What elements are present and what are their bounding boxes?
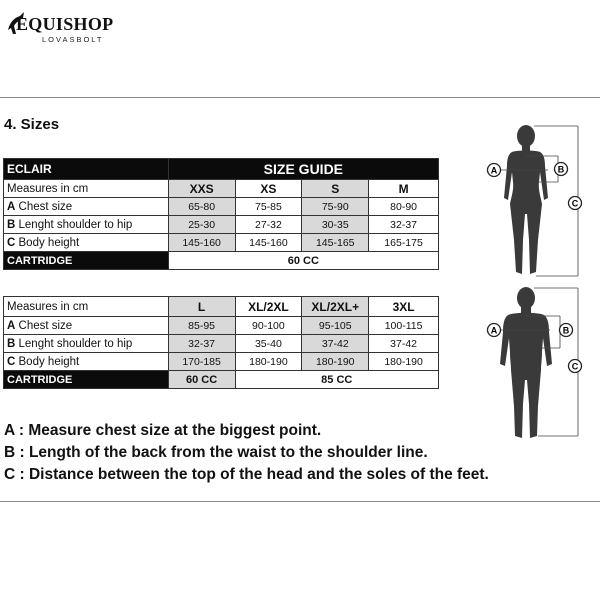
svg-text:A: A (490, 165, 498, 176)
size-header: XL/2XL+ (302, 297, 369, 317)
table1-title-row (4, 159, 439, 180)
marker-c (569, 197, 582, 210)
measures-label: Measures in cm (4, 297, 169, 317)
size-header: 3XL (369, 297, 439, 317)
table-cell: 145-160 (168, 234, 235, 252)
brand-name: EQUISHOP (16, 14, 114, 34)
row-letter: C (7, 236, 16, 249)
row-label (4, 216, 169, 234)
table-cell: 180-190 (235, 353, 302, 371)
table-cell: 165-175 (369, 234, 439, 252)
table1-header-row (4, 180, 439, 198)
table-cell: 80-90 (369, 198, 439, 216)
table-cell: 75-90 (302, 198, 369, 216)
row-label-text: Chest size (18, 319, 73, 332)
size-table-2 (3, 296, 439, 389)
row-letter: C (7, 355, 16, 368)
product-name: ECLAIR (4, 159, 169, 180)
table-row (4, 353, 439, 371)
table-cell: 90-100 (235, 317, 302, 335)
size-header: S (302, 180, 369, 198)
table-cell: 37-42 (369, 335, 439, 353)
section-title: 4. Sizes (4, 116, 60, 133)
row-label (4, 234, 169, 252)
table-row (4, 216, 439, 234)
table-cell: 32-37 (168, 335, 235, 353)
note-back: B : Length of the back from the waist to the shoulder line. (4, 444, 428, 461)
top-divider (0, 97, 600, 98)
table-cell: 65-80 (168, 198, 235, 216)
cartridge-label: CARTRIDGE (4, 252, 169, 270)
female-body-figure (478, 120, 593, 280)
size-header: M (369, 180, 439, 198)
size-header: XL/2XL (235, 297, 302, 317)
row-label-text: Body height (18, 355, 80, 368)
size-header: L (168, 297, 235, 317)
table-row (4, 234, 439, 252)
measurement-notes (4, 420, 489, 486)
table-cell: 37-42 (302, 335, 369, 353)
table-cell: 145-160 (235, 234, 302, 252)
table-row (4, 198, 439, 216)
size-table-1 (3, 158, 439, 270)
table-cell: 100-115 (369, 317, 439, 335)
table-cell: 27-32 (235, 216, 302, 234)
measures-label: Measures in cm (4, 180, 169, 198)
table2-header-row (4, 297, 439, 317)
cartridge-row (4, 252, 439, 270)
marker-b (560, 324, 573, 337)
svg-text:A: A (490, 325, 498, 336)
row-label (4, 198, 169, 216)
cartridge-value: 60 CC (168, 371, 235, 389)
note-chest: A : Measure chest size at the biggest point. (4, 422, 322, 439)
table-cell: 95-105 (302, 317, 369, 335)
cartridge-row (4, 371, 439, 389)
male-silhouette (500, 287, 552, 438)
table-cell: 75-85 (235, 198, 302, 216)
table-cell: 30-35 (302, 216, 369, 234)
table-cell: 25-30 (168, 216, 235, 234)
table-row (4, 335, 439, 353)
row-letter: A (7, 319, 16, 332)
equishop-logo (6, 10, 136, 44)
female-silhouette (504, 125, 548, 274)
note-height: C : Distance between the top of the head and the soles of the feet. (4, 466, 489, 483)
table-cell: 32-37 (369, 216, 439, 234)
row-label (4, 353, 169, 371)
marker-a (488, 324, 501, 337)
table-cell: 170-185 (168, 353, 235, 371)
svg-text:C: C (571, 361, 579, 372)
cartridge-value: 85 CC (235, 371, 439, 389)
bottom-divider (0, 501, 600, 502)
row-label-text: Lenght shoulder to hip (18, 218, 133, 231)
svg-text:B: B (557, 164, 565, 175)
size-guide-title: SIZE GUIDE (168, 159, 438, 180)
row-label (4, 317, 169, 335)
table-cell: 180-190 (369, 353, 439, 371)
row-letter: B (7, 337, 16, 350)
marker-a (488, 164, 501, 177)
brand-subtitle: LOVASBOLT (42, 35, 104, 44)
table-cell: 180-190 (302, 353, 369, 371)
row-label-text: Body height (18, 236, 80, 249)
table-cell: 35-40 (235, 335, 302, 353)
row-label-text: Lenght shoulder to hip (18, 337, 133, 350)
male-body-figure (478, 284, 593, 444)
table-row (4, 317, 439, 335)
size-header: XXS (168, 180, 235, 198)
svg-text:B: B (562, 325, 570, 336)
row-letter: A (7, 200, 16, 213)
cartridge-label: CARTRIDGE (4, 371, 169, 389)
table-cell: 145-165 (302, 234, 369, 252)
row-label (4, 335, 169, 353)
marker-c (569, 360, 582, 373)
marker-b (555, 163, 568, 176)
table-cell: 85-95 (168, 317, 235, 335)
row-letter: B (7, 218, 16, 231)
row-label-text: Chest size (18, 200, 73, 213)
size-header: XS (235, 180, 302, 198)
cartridge-value: 60 CC (168, 252, 438, 270)
svg-text:C: C (571, 198, 579, 209)
